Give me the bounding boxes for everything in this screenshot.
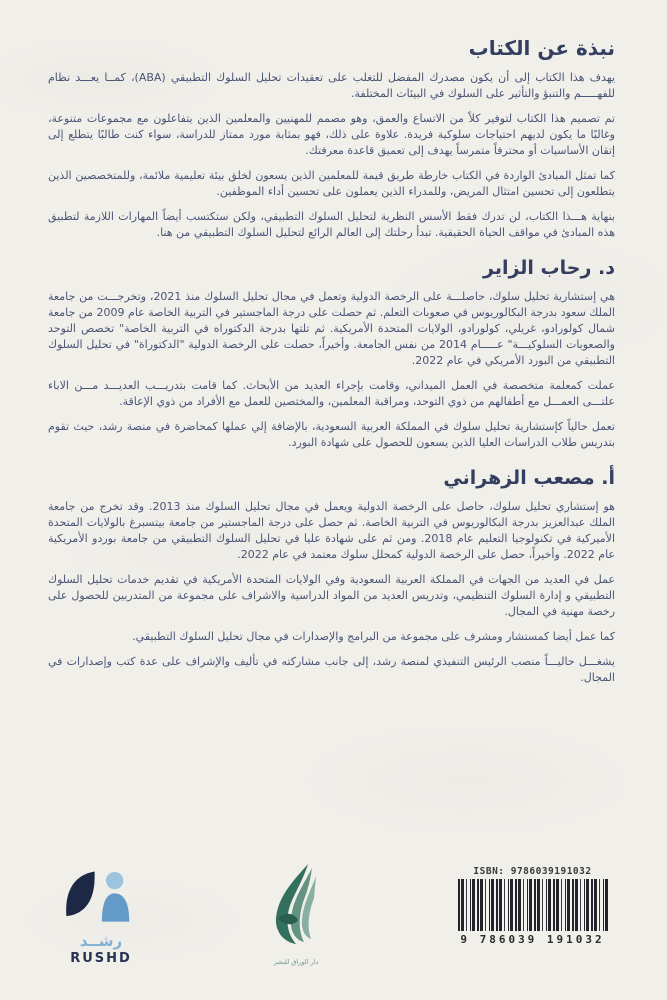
book-blurb-section [48, 36, 615, 241]
isbn-barcode [450, 866, 615, 946]
rushd-latin-name: RUSHD [70, 951, 132, 966]
author-musab-section [48, 467, 615, 686]
author-musab-heading: أ. مصعب الزهراني [443, 467, 615, 489]
blurb-paragraph: تم تصميم هذا الكتاب لتوفير كلاً من الاتساع والعمق، وهو مصمم للمهنيين والمعلمين الذين يتفاعلون مع مجموعات متنوعة، وغالبًا ما يكون لديهم احتياجات سلوكية فريدة. علاوة على ذلك، فهو بمثابة مورد ممتاز للدراسة، سواء كنت طالبًا يتطلع إلى إتقان الأساسيات أو محترفاً متمرساً يهدف إلى تعميق قاعدة معرفتك. [48, 112, 615, 157]
cover-footer [0, 862, 667, 992]
author-musab-paragraph: عمل في العديد من الجهات في المملكة العربية السعودية وفي الولايات المتحدة الأمريكية في تقديم خدمات تحليل السلوك التطبيقي و إدارة السلوك التنظيمي، وتدريس العديد من المواد الدراسية والاشراف على مجموعة من المتدربين للحصول على رخصة مهنية في المجال. [48, 573, 615, 618]
isbn-digits: 9 786039 191032 [460, 933, 605, 946]
author-musab-paragraph: كما عمل أيضا كمستشار ومشرف على مجموعة من البرامج والإصدارات في مجال تحليل السلوك التطبيقي. [132, 630, 615, 643]
author-rehab-paragraph: هي إستشارية تحليل سلوك، حاصلـــة على الرخصة الدولية وتعمل في مجال تحليل السلوك منذ 2021، وتخرجـــت من جامعة الملك سعود بدرجة البكالوريوس في صعوبات التعلم. ثم حصلت على درجة الماجستير في التربية الخاصة عام 2009 من جامعة شمال كولورادو، غريلي، كولورادو، الولايات المتحدة الأمريكية. ثم تلتها بدرجة الدكتوراه في التربية الخاصة" تخصص التوحد والصعوبات السلوكيـــة" عـــــام 2014 من نفس الجامعة. وأخيراً، حصلت على الرخصة الدولية "الدكتوراة" في تحليل السلوك التطبيقي من البورد الأمريكي في عام 2022. [48, 290, 615, 367]
author-rehab-paragraph: تعمل حالياً كإستشارية تحليل سلوك في المملكة العربية السعودية، بالإضافة إلي عملها كمحاضرة في منصة رشد، حيث تقوم بتدريس طلاب الدراسات العليا الذين يسعون للحصول على شهادة البورد. [48, 420, 615, 449]
publisher-name: دار الوراق للنشر [273, 958, 319, 966]
author-rehab-heading: د. رحاب الزاير [483, 257, 615, 279]
blurb-paragraph: كما تمثل المبادئ الواردة في الكتاب خارطة طريق قيمة للمعلمين الذين يسعون لخلق بيئة تعليمية ملائمة، وللمتخصصين الذين يتطلعون إلى تحسين امتثال المريض، وللمدراء الذين يعملون على تحسين أداء الموظفين. [48, 169, 615, 198]
author-musab-paragraph: يشغـــل حاليـــاً منصب الرئيس التنفيذي لمنصة رشد، إلى جانب مشاركته في تأليف والإشراف على عدة كتب وإصدارات في المجال. [48, 655, 615, 684]
rushd-arabic-name: رشــد [79, 932, 123, 950]
blurb-heading: نبذة عن الكتاب [468, 36, 615, 60]
blurb-paragraph: بنهاية هـــذا الكتاب، لن تدرك فقط الأسس النظرية لتحليل السلوك التطبيقي، ولكن ستكتسب أيضاً المهارات اللازمة لتطبيق هذه المبادئ في مواقف الحياة الحقيقية. تبدأ رحلتك إلى العالم الرائع لتحليل السلوك التطبيقي من هنا. [48, 210, 615, 239]
rushd-logo [60, 868, 142, 965]
isbn-label: ISBN: 9786039191032 [473, 866, 592, 877]
author-rehab-section [48, 257, 615, 451]
author-rehab-paragraph: عملت كمعلمة متخصصة في العمل الميداني، وقامت بإجراء العديد من الأبحاث. كما قامت بتدريـــب العديـــد مـــن الاباء علتـــى العمـــل مع أطفالهم من ذوي التوحد، ومراقبة المعلمين، والمختصين للعمل مع الأفراد من ذوي الإعاقة. [48, 379, 615, 408]
author-musab-paragraph: هو إستشاري تحليل سلوك، حاصل على الرخصة الدولية ويعمل في مجال تحليل السلوك منذ 2013. وقد تخرج من جامعة الملك عبدالعزيز بدرجة البكالوريوس في التربية الخاصة. ثم حصل على درجة الماجستير من جامعة بيتسبرغ بالولايات المتحدة الأميركية في تكنولوجيا التعليم عام 2018. ومن ثم على شهادة عليا في تحليل السلوك التطبيقي من جامعة بوردو الأمريكية عام 2022. وأخيراً، حصل على الرخصة الدولية كمحلل سلوك معتمد في عام 2022. [48, 500, 616, 561]
blurb-paragraph: يهدف هذا الكتاب إلى أن يكون مصدرك المفضل للتغلب على تعقيدات تحليل السلوك التطبيقي (ABA)، كمــا يعـــد نظام للفهـــــم والتنبؤ والتأثير على السلوك في البيئات المختلفة. [48, 71, 615, 100]
barcode-bars-icon [458, 879, 608, 931]
publisher-logo [264, 862, 328, 966]
publisher-flame-icon [264, 862, 328, 956]
rushd-logo-icon [60, 868, 142, 930]
